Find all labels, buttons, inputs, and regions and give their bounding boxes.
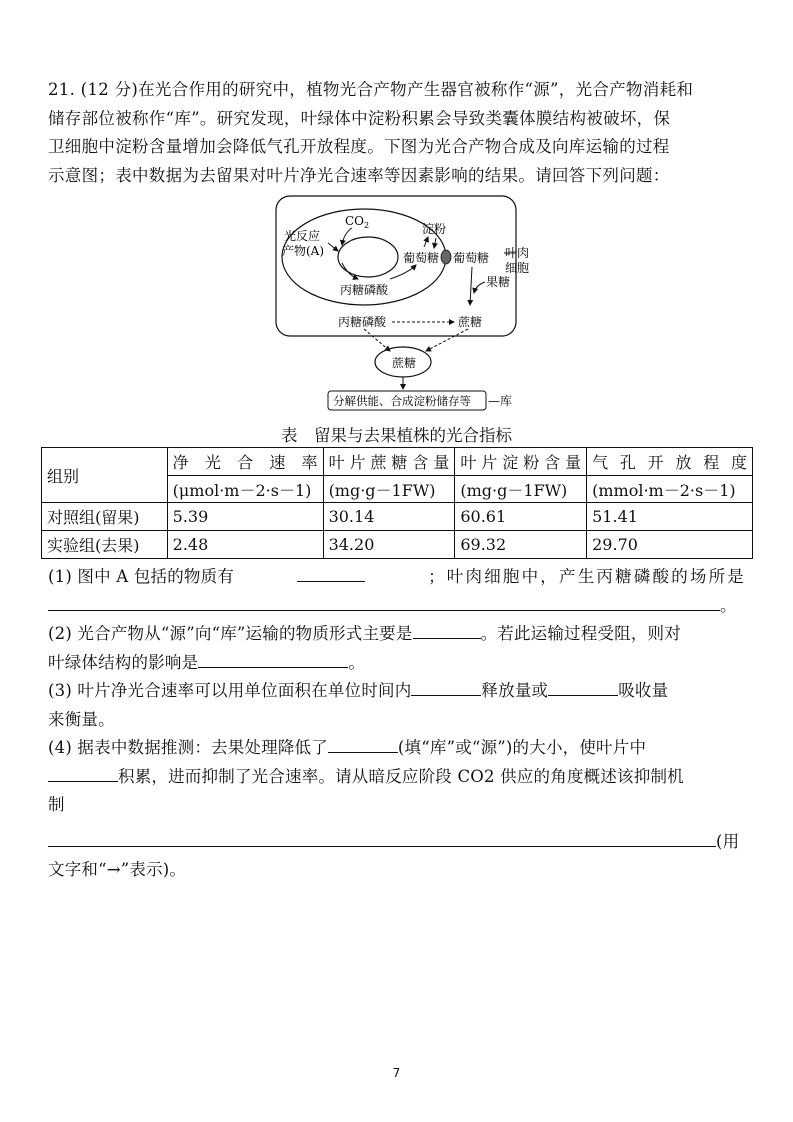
glucose-out-label: 葡萄糖	[453, 251, 490, 265]
q1-line-1	[48, 563, 746, 592]
starch-label: 淀粉	[422, 222, 447, 236]
co2-label: $CO_2$	[345, 214, 370, 230]
sucrose-cytosol-label: 蔗糖	[458, 315, 483, 329]
header-char: 含	[544, 453, 561, 472]
header-char: 速	[269, 453, 286, 472]
header-char: 量	[433, 453, 450, 472]
q2-text-c: 叶绿体结构的影响是	[48, 652, 199, 672]
q2-blank-b[interactable]	[198, 649, 348, 668]
intro-line-2: 储存部位被称作“库”。研究发现，叶绿体中淀粉积累会导致类囊体膜结构被破坏，保	[48, 108, 671, 128]
q4-text-a: (4) 据表中数据推测：去果处理降低了	[48, 738, 328, 757]
header-char: 含	[412, 453, 429, 472]
row-group-control: 对照组(留果)	[42, 503, 168, 531]
header-char: 合	[237, 453, 254, 472]
header-stomata	[587, 448, 753, 476]
header-group: 组别	[42, 448, 168, 503]
question-intro	[48, 76, 746, 190]
header-char: 淀	[502, 453, 519, 472]
intro-line-1: 21. (12 分)在光合作用的研究中，植物光合产物产生器官被称作“源”，光合产物消耗和	[48, 80, 694, 99]
light-reaction-label-2: 产物(A)	[282, 244, 325, 258]
q4-blank-c[interactable]	[48, 828, 716, 847]
phloem-sucrose-label: 蔗糖	[392, 356, 417, 370]
header-char: 气	[592, 453, 609, 472]
triose-phosphate-chloroplast-label: 丙糖磷酸	[340, 283, 389, 297]
cell-value: 5.39	[167, 503, 323, 531]
transporter-icon	[441, 250, 451, 264]
page-number: 7	[392, 1066, 401, 1080]
glucose-to-sucrose-arrow	[470, 267, 472, 305]
q4-text-b: (填“库”或“源”)的大小，使叶片中	[397, 738, 647, 757]
sub-questions	[48, 563, 746, 885]
header-net-rate	[167, 448, 323, 476]
header-char: 光	[204, 453, 221, 472]
intro-line-3: 卫细胞中淀粉含量增加会降低气孔开放程度。下图为光合产物合成及向库运输的过程	[48, 137, 670, 156]
q1-text-b: ；叶肉细胞中，产生丙糖磷酸的场所是	[428, 567, 746, 586]
glucose-to-starch-arrow	[424, 237, 428, 247]
transport-arrow-right	[426, 329, 468, 351]
transport-arrow-left	[364, 329, 390, 351]
q1-end: 。	[720, 595, 737, 615]
q2-text-a: (2) 光合产物从“源”向“库”运输的物质形式主要是	[48, 624, 413, 643]
fructose-label: 果糖	[486, 275, 511, 289]
q2-text-b: 。若此运输过程受阻，则对	[480, 624, 681, 643]
header-char: 叶	[328, 453, 345, 472]
q1-line-2	[48, 592, 746, 621]
header-char: 片	[349, 453, 366, 472]
sink-box-label: 分解供能、合成淀粉储存等	[333, 394, 471, 408]
photosynthesis-table	[41, 447, 753, 559]
light-product-arrow	[328, 243, 338, 251]
header-char: 度	[730, 453, 747, 472]
q1-blank-a[interactable]	[297, 563, 365, 582]
q4-text-c: 积累，进而抑制了光合速率。请从暗反应阶段 CO2 供应的角度概述该抑制机	[118, 766, 684, 786]
header-char: 放	[675, 453, 692, 472]
q2-line-1	[48, 620, 746, 649]
q1-blank-b[interactable]	[48, 592, 720, 611]
cell-value: 60.61	[455, 503, 587, 531]
row-group-experiment: 实验组(去果)	[42, 531, 168, 559]
q4-line-3: 制	[48, 795, 65, 814]
triose-phosphate-cytosol-label: 丙糖磷酸	[338, 315, 387, 329]
mesophyll-label-1: 叶肉	[504, 246, 529, 260]
q2-line-2	[48, 649, 746, 678]
q4-line-1	[48, 734, 746, 763]
cell-value: 29.70	[587, 531, 753, 559]
light-reaction-label-1: 光反应	[284, 229, 321, 243]
cell-value: 69.32	[455, 531, 587, 559]
mesophyll-label-2: 细胞	[504, 261, 529, 275]
q3-text-c: 吸收量	[618, 681, 669, 700]
header-starch	[455, 448, 587, 476]
header-char: 开	[647, 453, 664, 472]
header-sucrose	[323, 448, 455, 476]
header-char: 量	[565, 453, 582, 472]
q3-blank-b[interactable]	[548, 677, 618, 696]
q4-blank-b[interactable]	[48, 763, 118, 782]
unit-stomata: (mmol·m－2·s－1)	[587, 476, 753, 503]
cell-value: 30.14	[323, 503, 455, 531]
glucose-in-label: 葡萄糖	[403, 251, 440, 265]
table-row	[42, 531, 753, 559]
q3-text-a: (3) 叶片净光合速率可以用单位面积在单位时间内	[48, 681, 412, 700]
header-char: 率	[301, 453, 318, 472]
header-char: 程	[703, 453, 720, 472]
unit-sucrose: (mg·g－1FW)	[323, 476, 455, 503]
q4-line-2	[48, 763, 746, 792]
header-char: 粉	[523, 453, 540, 472]
sink-label: —库	[488, 394, 513, 408]
unit-net-rate: (μmol·m－2·s－1)	[167, 476, 323, 503]
q3-line-1	[48, 677, 746, 706]
fructose-arrow	[474, 282, 485, 293]
q2-blank-a[interactable]	[413, 620, 481, 639]
table-header-row-1	[42, 448, 753, 476]
header-char: 叶	[460, 453, 477, 472]
table-row	[42, 503, 753, 531]
q1-text-a: (1) 图中 A 包括的物质有	[48, 567, 235, 586]
q4-line-5: 文字和“→”表示)。	[48, 860, 187, 879]
table-caption: 表 留果与去果植株的光合指标	[281, 426, 512, 445]
starch-to-glucose-arrow	[434, 238, 436, 248]
q3-text-b: 释放量或	[481, 681, 549, 700]
unit-starch: (mg·g－1FW)	[455, 476, 587, 503]
header-char: 糖	[391, 453, 408, 472]
q2-end: 。	[348, 652, 366, 672]
header-char: 净	[172, 453, 189, 472]
header-char: 片	[481, 453, 498, 472]
intro-line-4: 示意图；表中数据为去留果对叶片净光合速率等因素影响的结果。请回答下列问题：	[48, 165, 670, 185]
header-char: 孔	[619, 453, 636, 472]
q4-line-4	[48, 828, 746, 857]
cell-value: 2.48	[167, 531, 323, 559]
q3-blank-a[interactable]	[411, 677, 481, 696]
q4-blank-a[interactable]	[328, 734, 398, 753]
photosynthesis-diagram	[272, 195, 532, 413]
q4-text-d: (用	[716, 831, 740, 851]
cell-value: 51.41	[587, 503, 753, 531]
calvin-out-arrow	[342, 263, 358, 279]
q3-line-2: 来衡量。	[48, 709, 115, 729]
header-char: 蔗	[370, 453, 387, 472]
cell-value: 34.20	[323, 531, 455, 559]
